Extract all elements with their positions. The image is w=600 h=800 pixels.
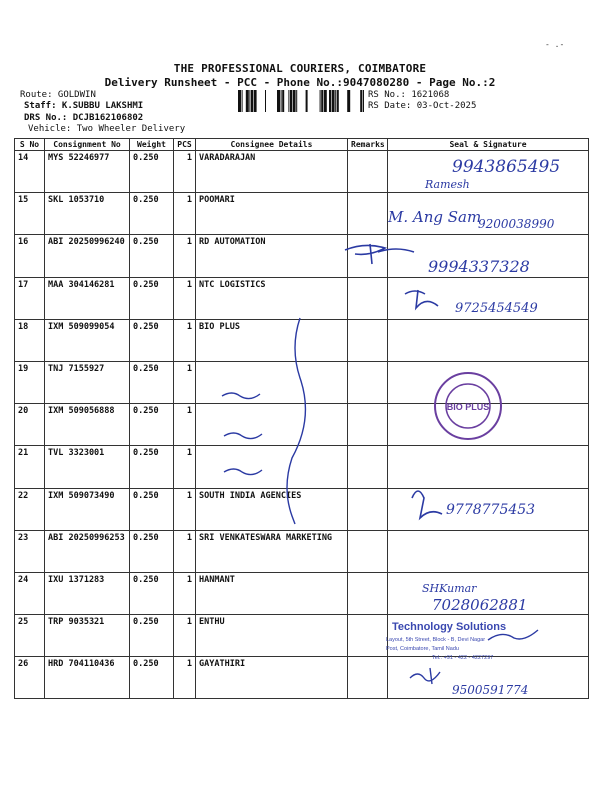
barcode bbox=[238, 90, 364, 112]
table-row bbox=[15, 404, 589, 446]
barcode-bar bbox=[296, 90, 297, 112]
cell-consignment: SKL 1053710 bbox=[45, 193, 130, 235]
cell-weight: 0.250 bbox=[130, 193, 174, 235]
cell-remarks bbox=[348, 446, 388, 488]
cell-signature bbox=[388, 151, 589, 193]
cell-weight: 0.250 bbox=[130, 572, 174, 614]
barcode-bar bbox=[320, 90, 321, 112]
cell-signature bbox=[388, 277, 589, 319]
cell-consignee: GAYATHIRI bbox=[196, 657, 348, 699]
cell-consignee bbox=[196, 404, 348, 446]
cell-consignee: ENTHU bbox=[196, 615, 348, 657]
company-stamp-line-3: Tel.: +91 - 422 - 4227297 bbox=[432, 655, 494, 661]
signature-14: 9943865495 bbox=[452, 157, 561, 177]
cell-weight: 0.250 bbox=[130, 615, 174, 657]
table-row bbox=[15, 193, 589, 235]
cell-remarks bbox=[348, 615, 388, 657]
table-row bbox=[15, 572, 589, 614]
cell-signature bbox=[388, 572, 589, 614]
cell-remarks bbox=[348, 404, 388, 446]
cell-pcs: 1 bbox=[174, 319, 196, 361]
cell-signature bbox=[388, 404, 589, 446]
barcode-bar bbox=[288, 90, 289, 112]
table-row bbox=[15, 615, 589, 657]
cell-consignment: ABI 20250996240 bbox=[45, 235, 130, 277]
cell-weight: 0.250 bbox=[130, 446, 174, 488]
cell-remarks bbox=[348, 235, 388, 277]
cell-weight: 0.250 bbox=[130, 319, 174, 361]
col-consignment: Consignment No bbox=[45, 139, 130, 151]
cell-consignee: RD AUTOMATION bbox=[196, 235, 348, 277]
cell-remarks bbox=[348, 572, 388, 614]
page-title: THE PROFESSIONAL COURIERS, COIMBATORE bbox=[173, 62, 427, 75]
barcode-bar bbox=[363, 90, 364, 112]
col-sno: S No bbox=[15, 139, 45, 151]
barcode-bar bbox=[265, 90, 266, 112]
table-row bbox=[15, 446, 589, 488]
cell-remarks bbox=[348, 530, 388, 572]
cell-consignment: HRD 704110436 bbox=[45, 657, 130, 699]
cell-pcs: 1 bbox=[174, 277, 196, 319]
cell-pcs: 1 bbox=[174, 530, 196, 572]
cell-pcs: 1 bbox=[174, 446, 196, 488]
company-stamp-title: Technology Solutions bbox=[392, 621, 507, 633]
cell-sno: 19 bbox=[15, 361, 45, 403]
cell-signature bbox=[388, 657, 589, 699]
cell-consignee: VARADARAJAN bbox=[196, 151, 348, 193]
signature-26: 9500591774 bbox=[452, 683, 529, 697]
cell-weight: 0.250 bbox=[130, 488, 174, 530]
rs-number: RS No.: 1621068 bbox=[368, 90, 450, 100]
cell-sno: 21 bbox=[15, 446, 45, 488]
cell-sno: 26 bbox=[15, 657, 45, 699]
barcode-bar bbox=[246, 90, 249, 112]
barcode-bar bbox=[332, 90, 335, 112]
vehicle-label: Vehicle: Two Wheeler Delivery bbox=[28, 124, 186, 134]
cell-sno: 18 bbox=[15, 319, 45, 361]
barcode-bar bbox=[251, 90, 253, 112]
cell-consignee: HANMANT bbox=[196, 572, 348, 614]
cell-remarks bbox=[348, 151, 388, 193]
barcode-bar bbox=[277, 90, 280, 112]
cell-pcs: 1 bbox=[174, 572, 196, 614]
table-row bbox=[15, 277, 589, 319]
barcode-bar bbox=[282, 90, 284, 112]
cell-weight: 0.250 bbox=[130, 277, 174, 319]
barcode-bar bbox=[238, 90, 241, 112]
col-weight: Weight bbox=[130, 139, 174, 151]
cell-weight: 0.250 bbox=[130, 404, 174, 446]
table-row bbox=[15, 361, 589, 403]
cell-sno: 17 bbox=[15, 277, 45, 319]
cell-remarks bbox=[348, 488, 388, 530]
cell-consignment: IXM 509056888 bbox=[45, 404, 130, 446]
table-row bbox=[15, 319, 589, 361]
runsheet-table bbox=[14, 138, 589, 699]
cell-consignee: NTC LOGISTICS bbox=[196, 277, 348, 319]
signature-24-name: SHKumar bbox=[422, 582, 477, 595]
cell-sno: 20 bbox=[15, 404, 45, 446]
drs-label: DRS No.: DCJB162106802 bbox=[24, 113, 144, 123]
cell-consignment: MYS 52246977 bbox=[45, 151, 130, 193]
barcode-bar bbox=[242, 90, 243, 112]
cell-signature bbox=[388, 193, 589, 235]
corner-mark: - .- bbox=[545, 40, 565, 49]
cell-weight: 0.250 bbox=[130, 530, 174, 572]
cell-pcs: 1 bbox=[174, 615, 196, 657]
barcode-bar bbox=[360, 90, 362, 112]
barcode-bar bbox=[321, 90, 323, 112]
cell-signature bbox=[388, 319, 589, 361]
cell-remarks bbox=[348, 657, 388, 699]
cell-consignment: IXM 509099054 bbox=[45, 319, 130, 361]
cell-pcs: 1 bbox=[174, 193, 196, 235]
table-row bbox=[15, 530, 589, 572]
barcode-bar bbox=[290, 90, 292, 112]
col-pcs: PCS bbox=[174, 139, 196, 151]
col-remarks: Remarks bbox=[348, 139, 388, 151]
route-label: Route: GOLDWIN bbox=[20, 90, 96, 100]
col-consignee: Consignee Details bbox=[196, 139, 348, 151]
cell-remarks bbox=[348, 193, 388, 235]
cell-consignee bbox=[196, 361, 348, 403]
company-stamp-line-1: Layout, 5th Street, Block - B, Devi Nagar bbox=[386, 637, 486, 643]
barcode-bar bbox=[324, 90, 327, 112]
cell-sno: 16 bbox=[15, 235, 45, 277]
cell-consignment: TRP 9035321 bbox=[45, 615, 130, 657]
table-row bbox=[15, 235, 589, 277]
cell-sno: 25 bbox=[15, 615, 45, 657]
cell-sno: 14 bbox=[15, 151, 45, 193]
cell-consignment: TNJ 7155927 bbox=[45, 361, 130, 403]
cell-consignment: MAA 304146281 bbox=[45, 277, 130, 319]
cell-sno: 23 bbox=[15, 530, 45, 572]
cell-pcs: 1 bbox=[174, 151, 196, 193]
col-signature: Seal & Signature bbox=[388, 139, 589, 151]
barcode-bar bbox=[254, 90, 257, 112]
cell-signature bbox=[388, 361, 589, 403]
cell-signature bbox=[388, 446, 589, 488]
cell-consignee: POOMARI bbox=[196, 193, 348, 235]
cell-sno: 15 bbox=[15, 193, 45, 235]
cell-consignee: SRI VENKATESWARA MARKETING bbox=[196, 530, 348, 572]
page-subtitle: Delivery Runsheet - PCC - Phone No.:9047080280 - Page No.:2 bbox=[104, 76, 496, 89]
staff-label: Staff: K.SUBBU LAKSHMI bbox=[24, 101, 144, 111]
signature-15-phone: 9200038990 bbox=[478, 217, 555, 231]
cell-consignment: IXU 1371283 bbox=[45, 572, 130, 614]
cell-consignee bbox=[196, 446, 348, 488]
cell-weight: 0.250 bbox=[130, 235, 174, 277]
rs-date: RS Date: 03-Oct-2025 bbox=[368, 101, 477, 111]
cell-weight: 0.250 bbox=[130, 151, 174, 193]
signature-14-name: Ramesh bbox=[425, 178, 470, 191]
cell-pcs: 1 bbox=[174, 657, 196, 699]
cell-consignment: ABI 20250996253 bbox=[45, 530, 130, 572]
barcode-bar bbox=[306, 90, 308, 112]
cell-signature bbox=[388, 615, 589, 657]
barcode-bar bbox=[337, 90, 339, 112]
cell-remarks bbox=[348, 277, 388, 319]
signature-16: 9994337328 bbox=[428, 257, 530, 276]
barcode-bar bbox=[293, 90, 296, 112]
cell-pcs: 1 bbox=[174, 488, 196, 530]
bio-plus-stamp-text: BIO PLUS bbox=[446, 402, 490, 412]
cell-consignee: BIO PLUS bbox=[196, 319, 348, 361]
cell-signature bbox=[388, 235, 589, 277]
cell-consignment: TVL 3323001 bbox=[45, 446, 130, 488]
signature-24: 7028062881 bbox=[432, 596, 528, 614]
cell-pcs: 1 bbox=[174, 361, 196, 403]
barcode-bar bbox=[281, 90, 282, 112]
barcode-bar bbox=[347, 90, 350, 112]
cell-weight: 0.250 bbox=[130, 361, 174, 403]
signature-17: 9725454549 bbox=[455, 301, 538, 316]
table-row bbox=[15, 488, 589, 530]
cell-sno: 24 bbox=[15, 572, 45, 614]
table-header-row bbox=[15, 139, 589, 151]
cell-consignee: SOUTH INDIA AGENCIES bbox=[196, 488, 348, 530]
table-row bbox=[15, 151, 589, 193]
company-stamp-line-2: Post, Coimbatore, Tamil Nadu bbox=[386, 646, 459, 652]
barcode-bar bbox=[335, 90, 336, 112]
cell-weight: 0.250 bbox=[130, 657, 174, 699]
cell-remarks bbox=[348, 319, 388, 361]
cell-pcs: 1 bbox=[174, 404, 196, 446]
cell-pcs: 1 bbox=[174, 235, 196, 277]
cell-signature bbox=[388, 488, 589, 530]
barcode-bar bbox=[329, 90, 331, 112]
cell-remarks bbox=[348, 361, 388, 403]
signature-22: 9778775453 bbox=[446, 502, 536, 518]
signature-15: M. Ang Sam bbox=[388, 208, 482, 226]
table-row bbox=[15, 657, 589, 699]
cell-consignment: IXM 509073490 bbox=[45, 488, 130, 530]
barcode-bar bbox=[249, 90, 250, 112]
cell-signature bbox=[388, 530, 589, 572]
cell-sno: 22 bbox=[15, 488, 45, 530]
